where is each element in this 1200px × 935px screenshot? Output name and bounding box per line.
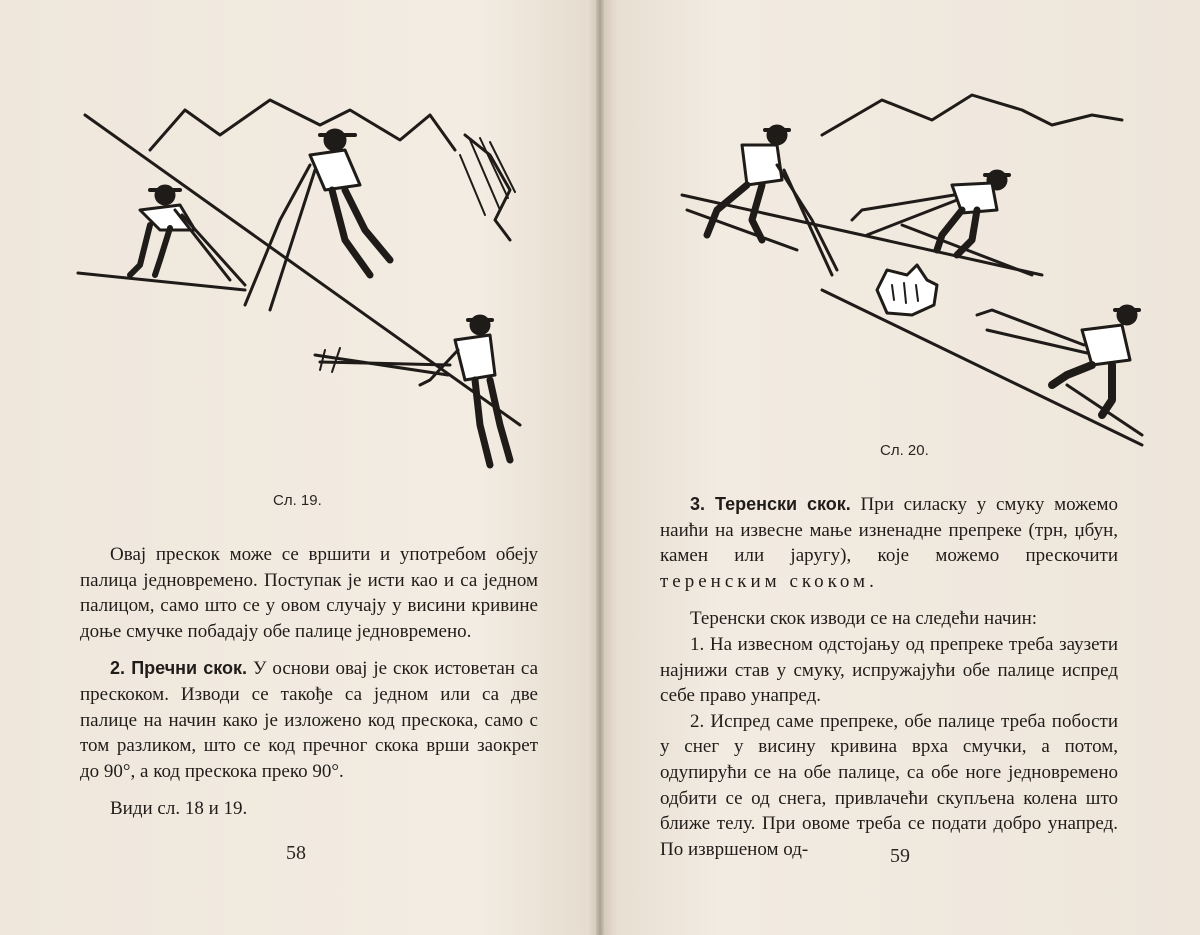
section-terrain-jump — [660, 492, 1118, 594]
figure-19-illustration — [70, 80, 540, 480]
figure-20-illustration — [672, 85, 1152, 455]
right-body-text — [660, 492, 1118, 862]
spaced-term: теренским скоком — [660, 570, 870, 592]
left-body-text — [80, 542, 538, 822]
section-heading-cross-jump: 2. Пречни скок. — [110, 658, 248, 679]
left-page — [0, 0, 598, 935]
page-number-left: 58 — [286, 842, 306, 864]
section-text-terrain-jump: При силаску у смуку можемо наићи на извесне мање изненадне препреке (трн, џбун, камен или јаругу), које можемо прескочити — [660, 494, 1118, 567]
see-also-reference: Види сл. 18 и 19. — [110, 798, 248, 820]
right-page — [602, 0, 1200, 935]
section-cross-jump — [80, 656, 538, 784]
figure-20-caption: Сл. 20. — [880, 442, 929, 459]
paragraph-both-poles: Овај прескок може се вршити и употребом обеју палица једновремено. Поступак је исти као и са једном палицом, само што се у овом случају у висини кривине доње смучке побадају обе палице једновремено. — [80, 544, 538, 642]
terrain-jump-step-1: 1. На извесном одстојању од препреке треба заузети најнижи став у смуку, испружајући обе палице испред себе право унапред. — [660, 633, 1118, 707]
section-text-cross-jump: У основи овај је скок истоветан са прескоком. Изводи се такође са једном или са две палице на начин како је изложено код прескока, само с том разликом, што се код пречног скока врши заокрет до 90°, а код прескока преко 90°. — [80, 658, 539, 782]
page-number-right: 59 — [890, 845, 910, 867]
terrain-jump-intro: Теренски скок изводи се на следећи начин: — [690, 608, 1038, 630]
figure-19-caption: Сл. 19. — [273, 492, 322, 509]
section-text-terrain-jump-end: . — [869, 570, 874, 592]
section-heading-terrain-jump: 3. Теренски скок. — [690, 494, 851, 514]
terrain-jump-step-2: 2. Испред саме препреке, обе палице треба побости у снег у висину кривина врха смучки, а потом, одупирући се на обе палице, са обе ноге једновремено одбити се од снега, привлачећи скупљена колена што ближе телу. При овоме треба се подати добро унапред. По извршеном од- — [660, 710, 1118, 860]
